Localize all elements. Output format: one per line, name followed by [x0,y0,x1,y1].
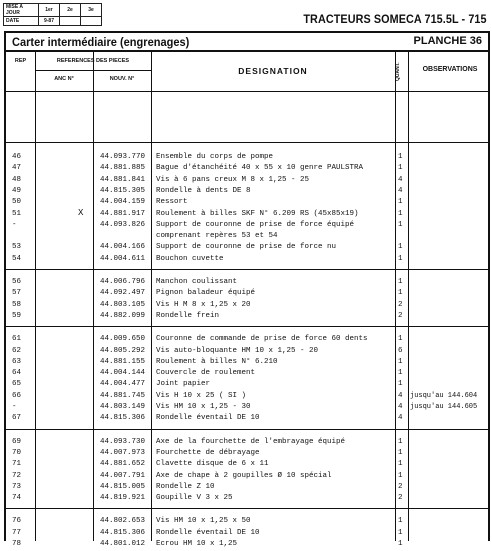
cell-qty: 1 [398,198,403,207]
table-row [6,482,488,494]
cell-qty: 1 [398,380,403,389]
cell-nouv: 44.815.305 [100,186,146,195]
cell-des: Rondelle frein [156,311,220,320]
cell-rep: 63 [12,357,22,366]
cell-rep: 46 [12,153,22,161]
header-anc: ANC N° [54,76,74,82]
cell-rep: 53 [12,243,22,252]
cell-des: Clavette disque de 6 x 11 [156,460,269,469]
group-divider [6,142,488,143]
cell-nouv: 44.004.166 [100,243,146,252]
table-row [6,357,488,369]
cell-rep: 50 [12,198,22,207]
table-row [6,459,488,471]
table-row [6,368,488,380]
cell-rep: 51 [12,209,22,218]
table-row [6,379,488,391]
cell-rep: 78 [12,540,22,548]
cell-nouv: 44.881.885 [100,164,146,173]
cell-des: Goupille V 3 x 25 [156,494,233,503]
cell-qty: 1 [398,471,403,480]
cell-des: Rondelle à dents DE 8 [156,186,251,195]
cell-des: Vis HM 10 x 1,25 x 50 [156,517,251,526]
update-col-3: 3e [81,4,102,17]
cell-nouv: 44.092.497 [100,289,146,298]
table-row [6,209,488,221]
table-row [6,163,488,175]
cell-rep: 67 [12,414,22,423]
cell-qty: 2 [398,494,403,503]
cell-rep: 70 [12,448,22,457]
cell-nouv: 44.815.005 [100,482,146,491]
cell-des: Vis H 10 x 25 ( SI ) [156,391,247,400]
cell-nouv: 44.801.012 [100,540,146,548]
cell-qty: 1 [398,517,403,526]
cell-nouv: 44.004.159 [100,198,146,207]
cell-qty: 1 [398,153,403,161]
cell-qty: 2 [398,311,403,320]
table-row [6,311,488,323]
cell-nouv: 44.093.730 [100,437,146,446]
cell-nouv: 44.007.791 [100,471,146,480]
cell-nouv: 44.093.826 [100,220,146,229]
cell-des: Axe de chape à 2 goupilles Ø 10 spécial [156,471,332,480]
cell-des: Pignon baladeur équipé [156,289,256,298]
group-divider [6,508,488,509]
cell-anc: X [78,207,84,218]
cell-rep: 74 [12,494,22,503]
cell-des: Bouchon cuvette [156,254,224,263]
table-row [6,220,488,232]
cell-qty: 4 [398,414,403,423]
cell-qty: 1 [398,254,403,263]
table-row [6,413,488,425]
cell-nouv: 44.819.921 [100,494,146,503]
group-divider [6,269,488,270]
cell-nouv: 44.881.745 [100,391,146,400]
cell-des: Vis à 6 pans creux M 8 x 1,25 - 25 [156,175,310,184]
cell-rep: 64 [12,369,22,378]
cell-des: Fourchette de débrayage [156,448,260,457]
date-value: 9-87 [39,17,60,26]
header-quant: QUANT. [395,62,401,82]
cell-rep: - [12,403,17,411]
cell-des: Rondelle éventail DE 10 [156,528,260,537]
cell-qty: 2 [398,300,403,309]
table-row [6,300,488,312]
group-divider [6,429,488,430]
update-col-1: 1er [39,4,60,17]
cell-rep: 65 [12,380,22,389]
table-row [6,231,488,243]
table-row [6,288,488,300]
cell-des: Ressort [156,198,188,207]
table-row [6,186,488,198]
cell-nouv: 44.004.611 [100,254,146,263]
cell-nouv: 44.881.917 [100,209,146,218]
table-row [6,277,488,289]
update-label: MISE A JOUR [4,4,39,17]
cell-des: Couvercle de roulement [156,369,256,378]
cell-qty: 1 [398,528,403,537]
table-row [6,334,488,346]
cell-rep: 54 [12,254,22,263]
cell-rep: 57 [12,289,22,298]
cell-des: Vis HM 10 x 1,25 - 30 [156,403,251,411]
cell-rep: 49 [12,186,22,195]
header-observations: OBSERVATIONS [422,66,478,73]
cell-nouv: 44.882.099 [100,311,146,320]
table-row [6,448,488,460]
table-row [6,437,488,449]
cell-nouv: 44.004.144 [100,369,146,378]
cell-des: Rondelle éventail DE 10 [156,414,260,423]
header-designation: DESIGNATION [238,66,308,76]
cell-nouv: 44.004.477 [100,380,146,389]
cell-rep: 62 [12,346,22,355]
update-col-2: 2e [60,4,81,17]
cell-qty: 1 [398,164,403,173]
cell-qty: 1 [398,448,403,457]
header-nouv: NOUV. N° [109,76,135,82]
cell-des: Ecrou HM 10 x 1,25 [156,540,238,548]
cell-rep: 66 [12,391,22,400]
cell-des: Ensemble du corps de pompe [156,153,274,161]
table-row [6,391,488,403]
table-row [6,242,488,254]
group-divider [6,326,488,327]
page-title: Carter intermédiaire (engrenages) [12,35,190,49]
cell-des: Manchon coulissant [156,278,238,286]
cell-nouv: 44.006.796 [100,278,146,286]
cell-qty: 1 [398,335,403,344]
cell-des: Support de couronne de prise de force équipé [156,220,355,229]
cell-qty: 1 [398,437,403,446]
cell-rep: 77 [12,528,22,537]
cell-qty: 1 [398,289,403,298]
table-row [6,346,488,358]
title-bar [6,33,488,52]
cell-qty: 1 [398,460,403,469]
cell-rep: 56 [12,278,22,286]
cell-des: Couronne de commande de prise de force 60 dents [156,335,368,344]
plate-number: PLANCHE 36 [413,35,482,47]
table-row [6,254,488,266]
cell-des: comprenant repères 53 et 54 [156,232,278,241]
table-row [6,152,488,164]
cell-des: Roulement à billes SKF N° 6.209 RS (45x85x19) [156,209,359,218]
cell-rep: 47 [12,164,22,173]
cell-qty: 4 [398,186,403,195]
cell-rep: 61 [12,335,22,344]
cell-rep: 72 [12,471,22,480]
cell-nouv: 44.881.155 [100,357,146,366]
header-rep: REP [14,58,27,64]
cell-rep: 71 [12,460,22,469]
cell-des: Bague d'étanchéité 40 x 55 x 10 genre PAULSTRA [156,164,364,173]
cell-nouv: 44.881.841 [100,175,146,184]
cell-obs: jusqu'au 144.605 [410,403,478,411]
cell-nouv: 44.803.105 [100,300,146,309]
cell-rep: 59 [12,311,22,320]
table-row [6,175,488,187]
cell-nouv: 44.803.149 [100,403,146,411]
cell-nouv: 44.815.306 [100,414,146,423]
cell-qty: 1 [398,220,403,229]
cell-qty: 1 [398,278,403,286]
cell-nouv: 44.007.973 [100,448,146,457]
cell-rep: 58 [12,300,22,309]
cell-qty: 4 [398,175,403,184]
cell-nouv: 44.009.650 [100,335,146,344]
cell-des: Axe de la fourchette de l'embrayage équipé [156,437,346,446]
cell-des: Joint papier [156,380,211,389]
cell-des: Rondelle Z 10 [156,482,215,491]
cell-nouv: 44.815.306 [100,528,146,537]
cell-qty: 1 [398,540,403,548]
header-refs: REFERENCES DES PIECES [56,58,130,64]
cell-des: Vis H M 8 x 1,25 x 20 [156,300,251,309]
cell-qty: 1 [398,243,403,252]
update-stamp [3,3,102,26]
parts-sheet [4,31,490,548]
cell-nouv: 44.802.653 [100,517,146,526]
cell-qty: 1 [398,369,403,378]
cell-nouv: 44.093.770 [100,153,146,161]
brand-title: TRACTEURS SOMECA 715.5L - 715 [303,12,487,26]
cell-rep: 48 [12,175,22,184]
cell-rep: - [12,220,17,229]
cell-nouv: 44.805.292 [100,346,146,355]
table-header [6,52,488,92]
date-label: DATE [4,17,39,26]
cell-qty: 4 [398,391,403,400]
cell-nouv: 44.881.652 [100,460,146,469]
table-row [6,471,488,483]
table-row [6,528,488,540]
cell-qty: 1 [398,357,403,366]
table-row [6,539,488,551]
table-row [6,402,488,414]
table-row [6,493,488,505]
cell-qty: 6 [398,346,403,355]
cell-des: Roulement à billes N° 6.210 [156,357,278,366]
cell-rep: 76 [12,517,22,526]
cell-rep: 69 [12,437,22,446]
cell-qty: 4 [398,403,403,411]
cell-des: Support de couronne de prise de force nu [156,243,337,252]
table-row [6,516,488,528]
cell-rep: 73 [12,482,22,491]
cell-qty: 2 [398,482,403,491]
cell-des: Vis auto-bloquante HM 10 x 1,25 - 20 [156,346,319,355]
cell-qty: 1 [398,209,403,218]
cell-obs: jusqu'au 144.604 [410,391,478,400]
